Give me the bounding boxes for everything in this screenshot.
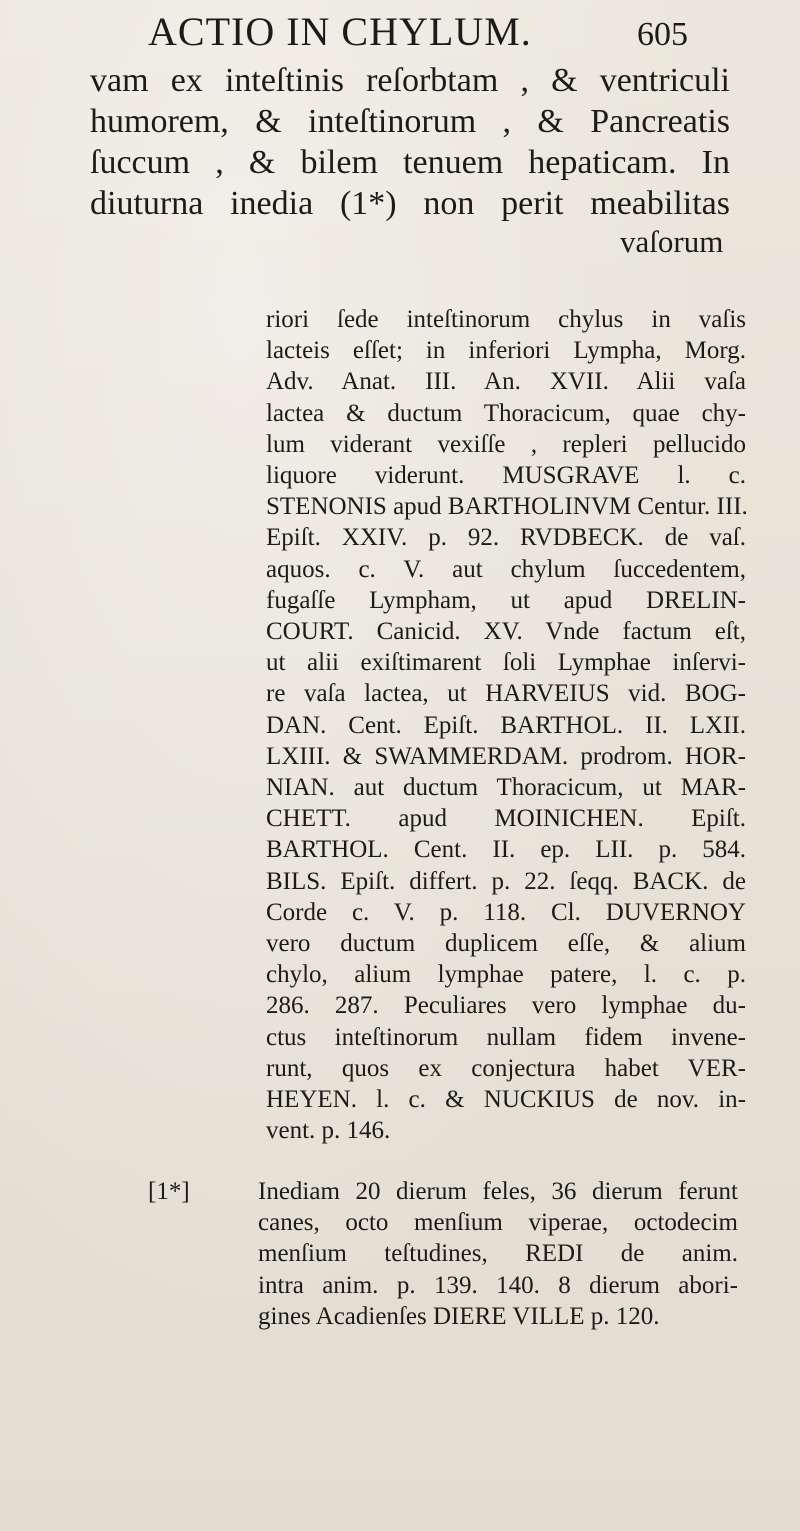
note-line: NIAN. aut ductum Thoracicum, ut MAR- [266, 774, 746, 802]
text-line: vam ex inteſtinis reſorbtam , & ventriculi [90, 62, 730, 99]
note-line: CHETT. apud MOINICHEN. Epiſt. [266, 805, 746, 833]
running-title: ACTIO IN CHYLUM. [148, 9, 532, 54]
footnote-continued [266, 304, 746, 1146]
note-line: fugaſſe Lympham, ut apud DRELIN- [266, 586, 746, 614]
note-line: intra anim. p. 139. 140. 8 dierum abori- [258, 1271, 738, 1299]
note-line: re vaſa lactea, ut HARVEIUS vid. BOG- [266, 680, 746, 708]
note-line: vent. p. 146. [266, 1117, 391, 1145]
note-line: liquore viderunt. MUSGRAVE l. c. [266, 462, 746, 490]
note-line: HEYEN. l. c. & NUCKIUS de nov. in- [266, 1086, 746, 1114]
note-line: 286. 287. Peculiares vero lymphae du- [266, 992, 746, 1020]
main-text [90, 60, 730, 224]
note-line: runt, quos ex conjectura habet VER- [266, 1054, 746, 1082]
note-line: STENONIS apud BARTHOLINVM Centur. III. [266, 493, 748, 521]
note-line: BARTHOL. Cent. II. ep. LII. p. 584. [266, 836, 746, 864]
note-line: Corde c. V. p. 118. Cl. DUVERNOY [266, 898, 746, 926]
footnote-marker: [1*] [148, 1178, 190, 1205]
page-number: 605 [637, 16, 688, 53]
note-line: riori ſede inteſtinorum chylus in vaſis [266, 306, 746, 333]
note-line: menſium teſtudines, REDI de anim. [258, 1240, 738, 1268]
note-line: lum viderant vexiſſe , repleri pellucido [266, 430, 746, 458]
note-line: gines Acadienſes DIERE VILLE p. 120. [258, 1302, 660, 1330]
note-line: aquos. c. V. aut chylum ſuccedentem, [266, 555, 746, 583]
note-line: lacteis eſſet; in inferiori Lympha, Morg. [266, 337, 746, 365]
note-line: DAN. Cent. Epiſt. BARTHOL. II. LXII. [266, 711, 746, 739]
note-line: Inediam 20 dierum feles, 36 dierum ferunt [258, 1178, 738, 1205]
note-line: BILS. Epiſt. differt. p. 22. ſeqq. BACK. de [266, 867, 746, 895]
note-line: lactea & ductum Thoracicum, quae chy- [266, 399, 746, 427]
footnote [258, 1176, 738, 1332]
note-line: ctus inteſtinorum nullam fidem invene- [266, 1023, 746, 1051]
note-line: LXIII. & SWAMMERDAM. prodrom. HOR- [266, 742, 746, 770]
note-line: COURT. Canicid. XV. Vnde factum eſt, [266, 618, 746, 646]
note-line: Adv. Anat. III. An. XVII. Alii vaſa [266, 368, 746, 396]
note-line: chylo, alium lymphae patere, l. c. p. [266, 961, 746, 989]
note-line: canes, octo menſium viperae, octodecim [258, 1209, 738, 1237]
note-line: vero ductum duplicem eſſe, & alium [266, 930, 746, 958]
text-line: diuturna inedia (1*) non perit meabilitas [90, 185, 730, 222]
note-line: Epiſt. XXIV. p. 92. RVDBECK. de vaſ. [266, 524, 746, 552]
note-line: ut alii exiſtimarent ſoli Lymphae inſervi- [266, 649, 746, 677]
running-head [148, 8, 688, 55]
text-line: humorem, & inteſtinorum , & Pancreatis [90, 103, 730, 140]
text-line: ſuccum , & bilem tenuem hepaticam. In [90, 144, 730, 181]
catchword: vaſorum [620, 224, 724, 259]
